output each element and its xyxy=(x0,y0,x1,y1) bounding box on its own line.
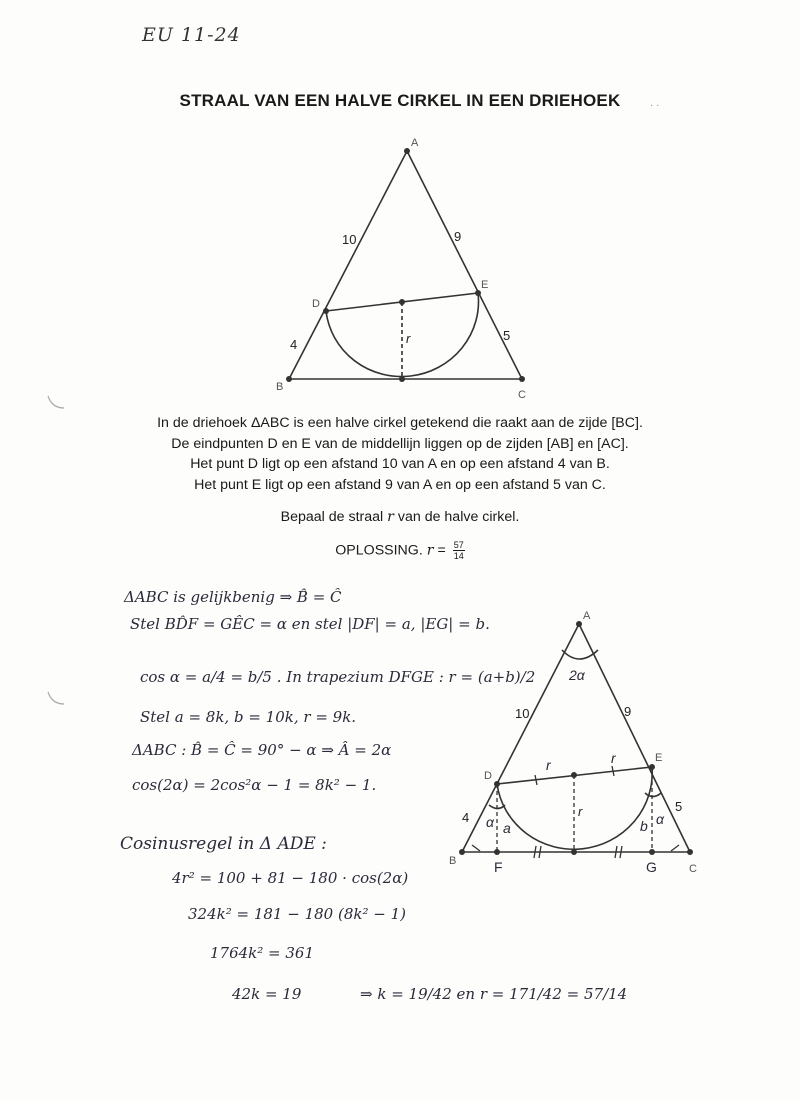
label-f: F xyxy=(494,859,503,875)
hw-line: 4r² = 100 + 81 − 180 · cos(2α) xyxy=(172,869,409,887)
hw-line: 1764k² = 361 xyxy=(210,944,315,962)
center-point xyxy=(571,772,577,778)
angle-e-arc xyxy=(645,793,661,797)
hw-line: cos α = a/4 = b/5 . In trapezium DFGE : r = (a+b)/2 xyxy=(140,668,536,686)
solution-var: r xyxy=(426,542,434,559)
angle-b-mark xyxy=(472,845,480,851)
problem-line: In de driehoek ΔABC is een halve cirkel getekend die raakt aan de zijde [BC]. xyxy=(157,415,643,431)
point-d xyxy=(494,781,500,787)
label-e: E xyxy=(655,752,663,764)
radius-label: r xyxy=(406,331,411,346)
hw-line: 42k = 19 xyxy=(232,985,302,1003)
point-e xyxy=(649,764,655,770)
point-f xyxy=(494,849,500,855)
label-e: E xyxy=(481,279,489,291)
length-ae: 9 xyxy=(624,704,632,719)
solution-numerator: 57 xyxy=(453,540,464,550)
length-ec: 5 xyxy=(503,328,511,343)
solution-denominator: 14 xyxy=(453,551,464,561)
length-ad: 10 xyxy=(515,706,530,721)
point-c xyxy=(687,849,693,855)
hw-line: ΔABC is gelijkbenig ⇒ B̂ = Ĉ xyxy=(124,588,342,606)
label-b: B xyxy=(449,855,457,867)
hw-line: ΔABC : B̂ = Ĉ = 90° − α ⇒ Â = 2α xyxy=(132,741,392,759)
label-a: A xyxy=(583,610,591,622)
page-title: STRAAL VAN EEN HALVE CIRKEL IN EEN DRIEHOEK xyxy=(179,91,621,110)
length-db: 4 xyxy=(290,337,298,352)
solution-label: OPLOSSING. xyxy=(335,542,427,559)
label-d: D xyxy=(312,298,320,310)
hw-line: Stel BD̂F = GÊC = α en stel |DF| = a, |EG| = b. xyxy=(130,615,490,633)
side-ab xyxy=(462,624,579,852)
point-a xyxy=(576,621,582,627)
hw-line: ⇒ k = 19/42 en r = 171/42 = 57/14 xyxy=(360,985,628,1003)
label-g: G xyxy=(646,859,657,875)
label-c: C xyxy=(689,863,697,875)
document-code: EU 11-24 xyxy=(142,24,241,46)
solution-eq: = xyxy=(433,542,450,559)
point-b xyxy=(459,849,465,855)
tangent-point xyxy=(571,849,577,855)
point-g xyxy=(649,849,655,855)
r-mark-2: r xyxy=(611,750,616,766)
stray-mark: · · xyxy=(650,100,660,111)
hw-line: Stel a = 8k, b = 10k, r = 9k. xyxy=(140,708,357,726)
angle-e-label: α xyxy=(656,811,664,827)
length-ec: 5 xyxy=(675,799,683,814)
question-suffix: van de halve cirkel. xyxy=(393,509,520,525)
label-b: B xyxy=(276,381,284,393)
question-prefix: Bepaal de straal xyxy=(280,509,388,525)
problem-line: Het punt E ligt op een afstand 9 van A en op een afstand 5 van C. xyxy=(194,476,606,493)
half-circle xyxy=(497,767,652,849)
side-ac xyxy=(579,624,690,852)
label-c: C xyxy=(518,389,526,401)
hw-line: 324k² = 181 − 180 (8k² − 1) xyxy=(188,905,406,923)
segment-b-label: b xyxy=(640,818,648,834)
hw-line: Cosinusregel in Δ ADE : xyxy=(120,834,327,854)
length-ad: 10 xyxy=(342,232,357,247)
punch-hole-mark xyxy=(44,690,68,710)
problem-line: De eindpunten D en E van de middellijn liggen op de zijden [AB] en [AC]. xyxy=(171,435,629,452)
label-d: D xyxy=(484,770,492,782)
length-ae: 9 xyxy=(454,229,462,244)
label-a: A xyxy=(411,137,419,149)
angle-d-label: α xyxy=(486,814,494,830)
problem-line: Het punt D ligt op een afstand 10 van A en op een afstand 4 van B. xyxy=(190,456,610,472)
question-var: r xyxy=(387,509,394,525)
segment-a-label: a xyxy=(503,820,511,836)
radius-label: r xyxy=(578,804,583,819)
r-mark-1: r xyxy=(546,757,551,773)
length-db: 4 xyxy=(462,810,470,825)
apex-angle-label: 2α xyxy=(569,667,585,683)
hw-line: cos(2α) = 2cos²α − 1 = 8k² − 1. xyxy=(132,776,377,794)
angle-c-mark xyxy=(671,845,679,851)
punch-hole-mark xyxy=(44,394,68,414)
